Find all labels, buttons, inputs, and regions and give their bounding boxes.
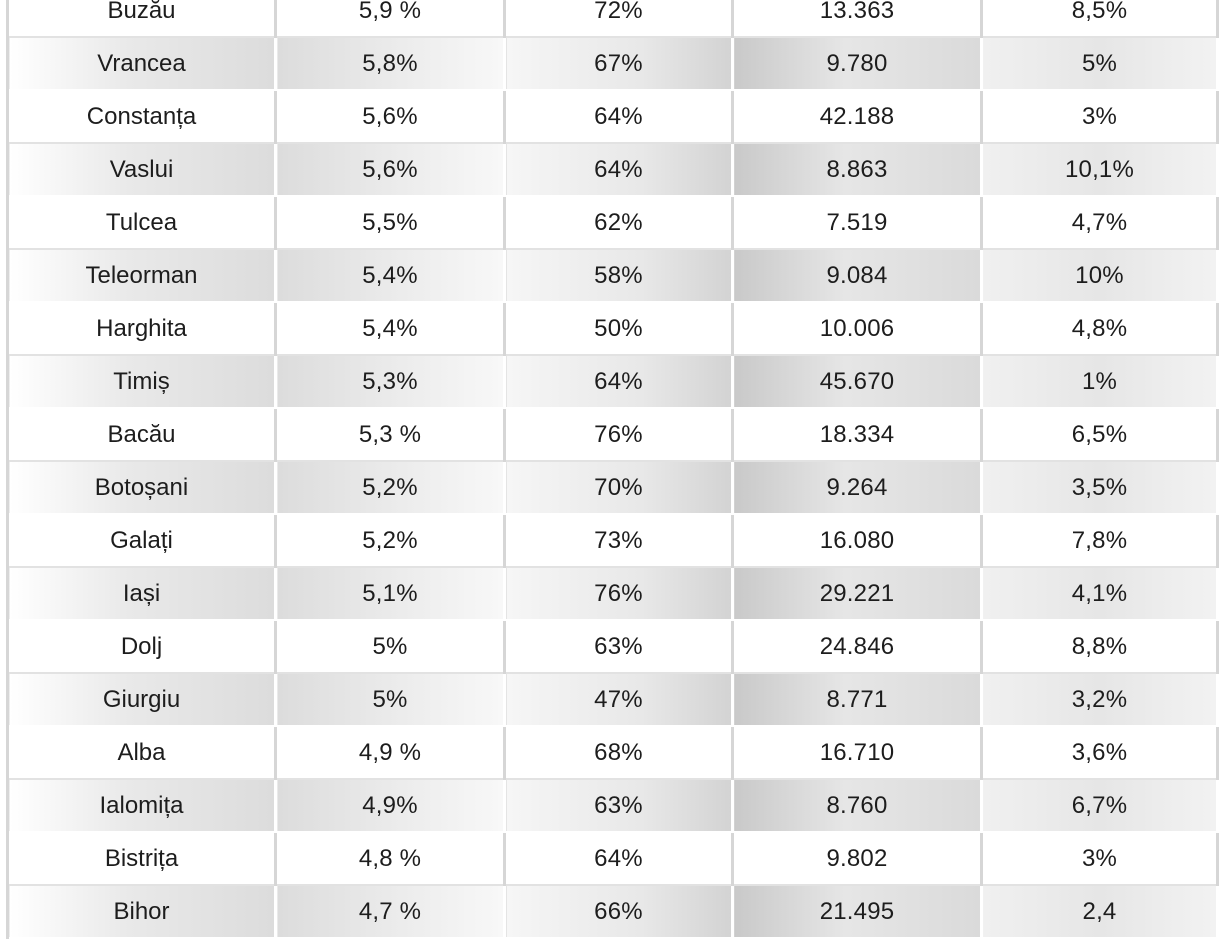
rate-cell: 5%	[276, 673, 505, 726]
count-cell: 13.363	[733, 0, 982, 37]
count-cell: 21.495	[733, 885, 982, 938]
rate-cell: 4,9 %	[276, 726, 505, 779]
table-row	[8, 37, 1218, 90]
change-cell: 4,7%	[982, 196, 1218, 249]
table-row	[8, 355, 1218, 408]
change-cell: 6,5%	[982, 408, 1218, 461]
rate-cell: 5,3 %	[276, 408, 505, 461]
county-cell: Buzău	[8, 0, 276, 37]
county-cell: Galați	[8, 514, 276, 567]
count-cell: 16.710	[733, 726, 982, 779]
count-cell: 24.846	[733, 620, 982, 673]
change-cell: 3%	[982, 832, 1218, 885]
table-row	[8, 885, 1218, 938]
count-cell: 10.006	[733, 302, 982, 355]
table-row	[8, 143, 1218, 196]
rate-cell: 5,8%	[276, 37, 505, 90]
percent-cell: 66%	[505, 885, 733, 938]
table-row	[8, 0, 1218, 37]
table-row	[8, 567, 1218, 620]
rate-cell: 5,5%	[276, 196, 505, 249]
county-cell: Harghita	[8, 302, 276, 355]
county-cell: Botoșani	[8, 461, 276, 514]
county-cell: Bistrița	[8, 832, 276, 885]
count-cell: 7.519	[733, 196, 982, 249]
percent-cell: 72%	[505, 0, 733, 37]
percent-cell: 50%	[505, 302, 733, 355]
table-row	[8, 408, 1218, 461]
count-cell: 45.670	[733, 355, 982, 408]
percent-cell: 63%	[505, 779, 733, 832]
percent-cell: 64%	[505, 832, 733, 885]
rate-cell: 5,6%	[276, 90, 505, 143]
count-cell: 8.863	[733, 143, 982, 196]
change-cell: 4,8%	[982, 302, 1218, 355]
percent-cell: 73%	[505, 514, 733, 567]
table-row	[8, 302, 1218, 355]
county-cell: Constanța	[8, 90, 276, 143]
percent-cell: 67%	[505, 37, 733, 90]
change-cell: 3,2%	[982, 673, 1218, 726]
percent-cell: 58%	[505, 249, 733, 302]
table-row	[8, 726, 1218, 779]
percent-cell: 64%	[505, 355, 733, 408]
change-cell: 3,5%	[982, 461, 1218, 514]
rate-cell: 4,8 %	[276, 832, 505, 885]
count-cell: 42.188	[733, 90, 982, 143]
count-cell: 9.264	[733, 461, 982, 514]
percent-cell: 76%	[505, 408, 733, 461]
rate-cell: 4,9%	[276, 779, 505, 832]
percent-cell: 68%	[505, 726, 733, 779]
table-row	[8, 249, 1218, 302]
rate-cell: 5,2%	[276, 514, 505, 567]
percent-cell: 76%	[505, 567, 733, 620]
county-cell: Vrancea	[8, 37, 276, 90]
percent-cell: 47%	[505, 673, 733, 726]
county-cell: Vaslui	[8, 143, 276, 196]
county-cell: Bihor	[8, 885, 276, 938]
county-cell: Iași	[8, 567, 276, 620]
change-cell: 1%	[982, 355, 1218, 408]
percent-cell: 64%	[505, 90, 733, 143]
rate-cell: 5,6%	[276, 143, 505, 196]
county-cell: Alba	[8, 726, 276, 779]
count-cell: 29.221	[733, 567, 982, 620]
count-cell: 8.760	[733, 779, 982, 832]
count-cell: 8.771	[733, 673, 982, 726]
rate-cell: 5,1%	[276, 567, 505, 620]
change-cell: 10,1%	[982, 143, 1218, 196]
change-cell: 7,8%	[982, 514, 1218, 567]
percent-cell: 63%	[505, 620, 733, 673]
rate-cell: 5,4%	[276, 249, 505, 302]
change-cell: 10%	[982, 249, 1218, 302]
rate-cell: 5,2%	[276, 461, 505, 514]
count-cell: 16.080	[733, 514, 982, 567]
county-cell: Dolj	[8, 620, 276, 673]
table-row	[8, 673, 1218, 726]
change-cell: 4,1%	[982, 567, 1218, 620]
county-cell: Giurgiu	[8, 673, 276, 726]
county-cell: Ialomița	[8, 779, 276, 832]
count-cell: 9.802	[733, 832, 982, 885]
change-cell: 8,8%	[982, 620, 1218, 673]
rate-cell: 4,7 %	[276, 885, 505, 938]
table-row	[8, 620, 1218, 673]
rate-cell: 5%	[276, 620, 505, 673]
count-cell: 9.780	[733, 37, 982, 90]
county-cell: Timiș	[8, 355, 276, 408]
table-row	[8, 461, 1218, 514]
change-cell: 5%	[982, 37, 1218, 90]
count-cell: 18.334	[733, 408, 982, 461]
county-statistics-table	[6, 0, 1219, 939]
rate-cell: 5,4%	[276, 302, 505, 355]
percent-cell: 64%	[505, 143, 733, 196]
county-cell: Teleorman	[8, 249, 276, 302]
table-row	[8, 832, 1218, 885]
percent-cell: 70%	[505, 461, 733, 514]
table-row	[8, 90, 1218, 143]
county-cell: Bacău	[8, 408, 276, 461]
table-row	[8, 779, 1218, 832]
rate-cell: 5,3%	[276, 355, 505, 408]
table-row	[8, 196, 1218, 249]
change-cell: 6,7%	[982, 779, 1218, 832]
percent-cell: 62%	[505, 196, 733, 249]
county-cell: Tulcea	[8, 196, 276, 249]
change-cell: 8,5%	[982, 0, 1218, 37]
rate-cell: 5,9 %	[276, 0, 505, 37]
change-cell: 3%	[982, 90, 1218, 143]
table-row	[8, 514, 1218, 567]
table-body	[8, 0, 1218, 938]
count-cell: 9.084	[733, 249, 982, 302]
change-cell: 3,6%	[982, 726, 1218, 779]
change-cell: 2,4	[982, 885, 1218, 938]
